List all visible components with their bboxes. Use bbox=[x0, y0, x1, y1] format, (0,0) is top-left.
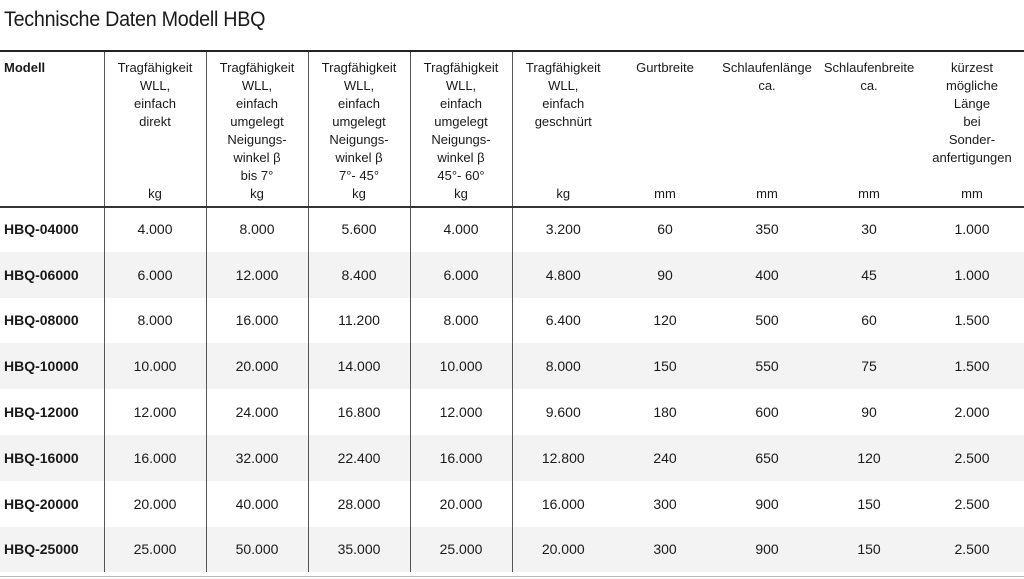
value-cell: 350 bbox=[755, 220, 779, 237]
value-cell: 20.000 bbox=[512, 527, 614, 573]
header-unit: kg bbox=[556, 186, 571, 201]
value-cell: 90 bbox=[861, 404, 877, 421]
value-cell: 4.000 bbox=[410, 206, 512, 252]
header-label: Tragfähigkeit WLL, einfach umgelegt Neigungs- winkel β bis 7° bbox=[219, 60, 295, 183]
value-cell: 6.400 bbox=[512, 298, 614, 344]
value-cell: 12.000 bbox=[410, 389, 512, 435]
value-cell: 32.000 bbox=[206, 435, 308, 481]
value-cell: 28.000 bbox=[308, 481, 410, 527]
value-cell: 14.000 bbox=[308, 343, 410, 389]
value-cell: 9.600 bbox=[512, 389, 614, 435]
value-cell: 60 bbox=[861, 312, 877, 329]
table-row bbox=[0, 206, 1024, 252]
value-cell: 75 bbox=[818, 343, 920, 389]
model-cell: HBQ-16000 bbox=[0, 435, 104, 481]
value-cell: 8.400 bbox=[308, 252, 410, 298]
value-cell: 24.000 bbox=[206, 389, 308, 435]
page-title: Technische Daten Modell HBQ bbox=[4, 8, 266, 31]
value-cell: 400 bbox=[716, 252, 818, 298]
header-label: Tragfähigkeit WLL, einfach umgelegt Neigungs- winkel β 7°- 45° bbox=[321, 60, 397, 183]
header-unit: kg bbox=[148, 186, 162, 201]
header-row bbox=[0, 52, 1024, 206]
header-wll-direkt bbox=[104, 52, 206, 206]
value-cell: 35.000 bbox=[308, 527, 410, 573]
header-label: Tragfähigkeit WLL, einfach direkt bbox=[117, 60, 193, 129]
model-cell: HBQ-10000 bbox=[0, 343, 104, 389]
value-cell: 1.500 bbox=[920, 343, 1024, 389]
value-cell: 1.500 bbox=[954, 312, 990, 329]
table-row bbox=[0, 435, 1024, 481]
value-cell: 25.000 bbox=[410, 527, 512, 573]
value-cell: 12.000 bbox=[206, 252, 308, 298]
header-schlaufenbreite bbox=[818, 52, 920, 206]
header-unit: mm bbox=[654, 186, 676, 201]
value-cell: 3.200 bbox=[512, 206, 614, 252]
value-cell: 2.500 bbox=[920, 527, 1024, 573]
value-cell: 20.000 bbox=[206, 343, 308, 389]
value-cell: 5.600 bbox=[308, 206, 410, 252]
value-cell: 10.000 bbox=[410, 343, 512, 389]
header-unit: mm bbox=[756, 186, 778, 201]
header-unit: mm bbox=[961, 186, 983, 201]
value-cell: 6.000 bbox=[104, 252, 206, 298]
header-unit: mm bbox=[858, 186, 880, 201]
value-cell: 150 bbox=[818, 527, 920, 573]
value-cell: 4.000 bbox=[104, 206, 206, 252]
spec-table bbox=[0, 52, 1024, 572]
value-cell: 16.800 bbox=[308, 389, 410, 435]
value-cell: 20.000 bbox=[410, 481, 512, 527]
value-cell: 300 bbox=[614, 527, 716, 573]
value-cell: 8.000 bbox=[512, 343, 614, 389]
value-cell: 240 bbox=[614, 435, 716, 481]
table-row bbox=[0, 527, 1024, 573]
header-label: Modell bbox=[4, 60, 46, 75]
header-label: Tragfähigkeit WLL, einfach geschnürt bbox=[525, 60, 601, 129]
value-cell: 500 bbox=[755, 312, 779, 329]
value-cell: 11.200 bbox=[308, 298, 410, 344]
value-cell: 120 bbox=[653, 312, 677, 329]
value-cell: 150 bbox=[614, 343, 716, 389]
header-modell bbox=[0, 52, 104, 206]
value-cell: 300 bbox=[653, 495, 677, 512]
value-cell: 2.500 bbox=[954, 495, 990, 512]
value-cell: 1.000 bbox=[920, 252, 1024, 298]
value-cell: 8.000 bbox=[104, 298, 206, 344]
value-cell: 900 bbox=[755, 495, 779, 512]
value-cell: 180 bbox=[653, 404, 677, 421]
value-cell: 22.400 bbox=[308, 435, 410, 481]
header-wll-bis-7 bbox=[206, 52, 308, 206]
bottom-rule bbox=[0, 576, 1024, 577]
header-rule bbox=[0, 206, 1024, 208]
model-cell: HBQ-08000 bbox=[4, 312, 79, 329]
value-cell: 50.000 bbox=[206, 527, 308, 573]
model-cell: HBQ-04000 bbox=[4, 220, 79, 237]
value-cell: 16.000 bbox=[410, 435, 512, 481]
value-cell: 600 bbox=[755, 404, 779, 421]
value-cell: 60 bbox=[657, 220, 673, 237]
value-cell: 12.800 bbox=[512, 435, 614, 481]
value-cell: 25.000 bbox=[104, 527, 206, 573]
value-cell: 650 bbox=[716, 435, 818, 481]
value-cell: 4.800 bbox=[512, 252, 614, 298]
value-cell: 900 bbox=[716, 527, 818, 573]
value-cell: 6.000 bbox=[410, 252, 512, 298]
value-cell: 45 bbox=[818, 252, 920, 298]
table-row bbox=[0, 481, 1024, 527]
value-cell: 20.000 bbox=[104, 481, 206, 527]
value-cell: 16.000 bbox=[512, 481, 614, 527]
value-cell: 8.000 bbox=[206, 206, 308, 252]
header-wll-45-60 bbox=[410, 52, 512, 206]
value-cell: 30 bbox=[861, 220, 877, 237]
value-cell: 16.000 bbox=[206, 298, 308, 344]
table-row bbox=[0, 252, 1024, 298]
value-cell: 1.000 bbox=[954, 220, 990, 237]
value-cell: 2.000 bbox=[954, 404, 990, 421]
table-row bbox=[0, 343, 1024, 389]
header-wll-geschnuert bbox=[512, 52, 614, 206]
header-label: Schlaufenbreite ca. bbox=[823, 60, 915, 93]
header-label: Gurtbreite bbox=[636, 60, 694, 75]
table-row bbox=[0, 298, 1024, 344]
value-cell: 120 bbox=[818, 435, 920, 481]
table-row bbox=[0, 389, 1024, 435]
header-kuerzeste-laenge bbox=[920, 52, 1024, 206]
value-cell: 150 bbox=[857, 495, 881, 512]
value-cell: 90 bbox=[614, 252, 716, 298]
model-cell: HBQ-20000 bbox=[4, 495, 79, 512]
value-cell: 16.000 bbox=[104, 435, 206, 481]
model-cell: HBQ-06000 bbox=[0, 252, 104, 298]
header-unit: kg bbox=[250, 186, 264, 201]
header-label: Tragfähigkeit WLL, einfach umgelegt Neigungs- winkel β 45°- 60° bbox=[423, 60, 499, 183]
model-cell: HBQ-12000 bbox=[4, 404, 79, 421]
header-unit: kg bbox=[352, 186, 366, 201]
value-cell: 8.000 bbox=[410, 298, 512, 344]
model-cell: HBQ-25000 bbox=[0, 527, 104, 573]
header-unit: kg bbox=[454, 186, 468, 201]
header-gurtbreite bbox=[614, 52, 716, 206]
header-schlaufenlaenge bbox=[716, 52, 818, 206]
value-cell: 2.500 bbox=[920, 435, 1024, 481]
value-cell: 12.000 bbox=[104, 389, 206, 435]
value-cell: 550 bbox=[716, 343, 818, 389]
value-cell: 10.000 bbox=[104, 343, 206, 389]
value-cell: 40.000 bbox=[206, 481, 308, 527]
table-body bbox=[0, 206, 1024, 572]
header-label: kürzest mögliche Länge bei Sonder- anfertigungen bbox=[932, 60, 1012, 165]
header-label: Schlaufenlänge ca. bbox=[722, 60, 812, 93]
header-wll-7-45 bbox=[308, 52, 410, 206]
